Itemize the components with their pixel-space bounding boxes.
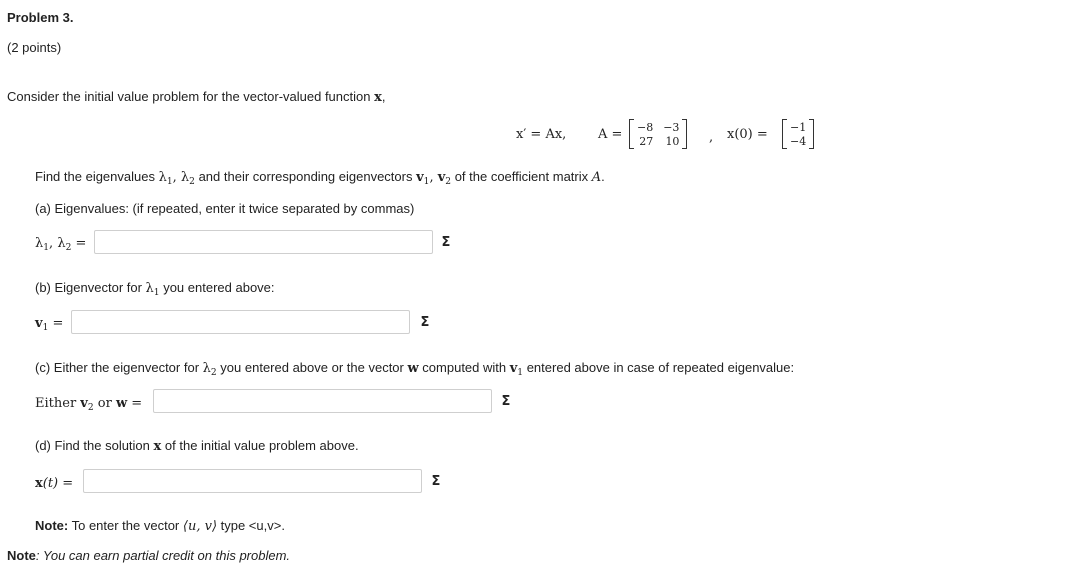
right-bracket xyxy=(809,119,814,149)
matrix-cell: 10 xyxy=(665,134,680,148)
sigma-icon[interactable]: Σ xyxy=(431,473,441,489)
matrix-A-cells xyxy=(634,121,682,148)
matrix-cell: −8 xyxy=(637,120,654,134)
part-a-label: (a) Eigenvalues: (if repeated, enter it twice separated by commas) xyxy=(35,201,415,216)
vector-cell: −4 xyxy=(790,134,807,148)
find-instruction: Find the eigenvalues $\lambda_1$, $\lambda_2$ and their corresponding eigenvectors $v_1$, $v_2$ of the coefficient matrix A. xyxy=(35,169,605,187)
matrix-cell: 27 xyxy=(639,134,654,148)
ode-equation: x′ = Ax, xyxy=(516,127,567,142)
part-b-lhs: $v_1$ = xyxy=(35,316,64,333)
part-d-label: (d) Find the solution x of the initial value problem above. xyxy=(35,438,359,454)
initial-condition-label: x(0) = xyxy=(727,127,768,142)
eigenvector-2-or-w-input[interactable] xyxy=(153,389,492,413)
sigma-icon[interactable]: Σ xyxy=(420,314,430,330)
sigma-icon[interactable]: Σ xyxy=(501,393,511,409)
part-c-label: (c) Either the eigenvector for $\lambda_2$ you entered above or the vector w computed with $v_1$ entered above in case of repeated eigenvalue: xyxy=(35,360,795,378)
matrix-label: A = xyxy=(598,127,623,142)
problem-intro: Consider the initial value problem for the vector-valued function x, xyxy=(7,89,386,105)
solution-input[interactable] xyxy=(83,469,422,493)
problem-points: (2 points) xyxy=(7,40,62,55)
sigma-icon[interactable]: Σ xyxy=(441,234,451,250)
note-partial-credit: Note: You can earn partial credit on this problem. xyxy=(7,548,291,563)
matrix-A xyxy=(629,119,687,149)
equation-separator: , xyxy=(709,130,714,145)
vector-cell: −1 xyxy=(790,120,807,134)
right-bracket xyxy=(682,119,687,149)
matrix-cell: −3 xyxy=(663,120,680,134)
part-d-lhs: x(t) = xyxy=(35,476,74,491)
part-c-lhs: Either $v_2$ or w = xyxy=(35,396,143,413)
vector-x0-cells xyxy=(787,121,809,148)
intro-var-x: x xyxy=(374,90,382,105)
vector-x0 xyxy=(782,119,814,149)
eigenvalues-input[interactable] xyxy=(94,230,433,254)
eigenvector-1-input[interactable] xyxy=(71,310,410,334)
part-a-lhs: $\lambda_1$, $\lambda_2$ = xyxy=(35,236,87,253)
note-vector-format: Note: To enter the vector ⟨u, v⟩ type <u,v>. xyxy=(35,518,285,534)
part-b-label: (b) Eigenvector for $\lambda_1$ you entered above: xyxy=(35,280,275,298)
problem-title: Problem 3. xyxy=(7,10,74,25)
